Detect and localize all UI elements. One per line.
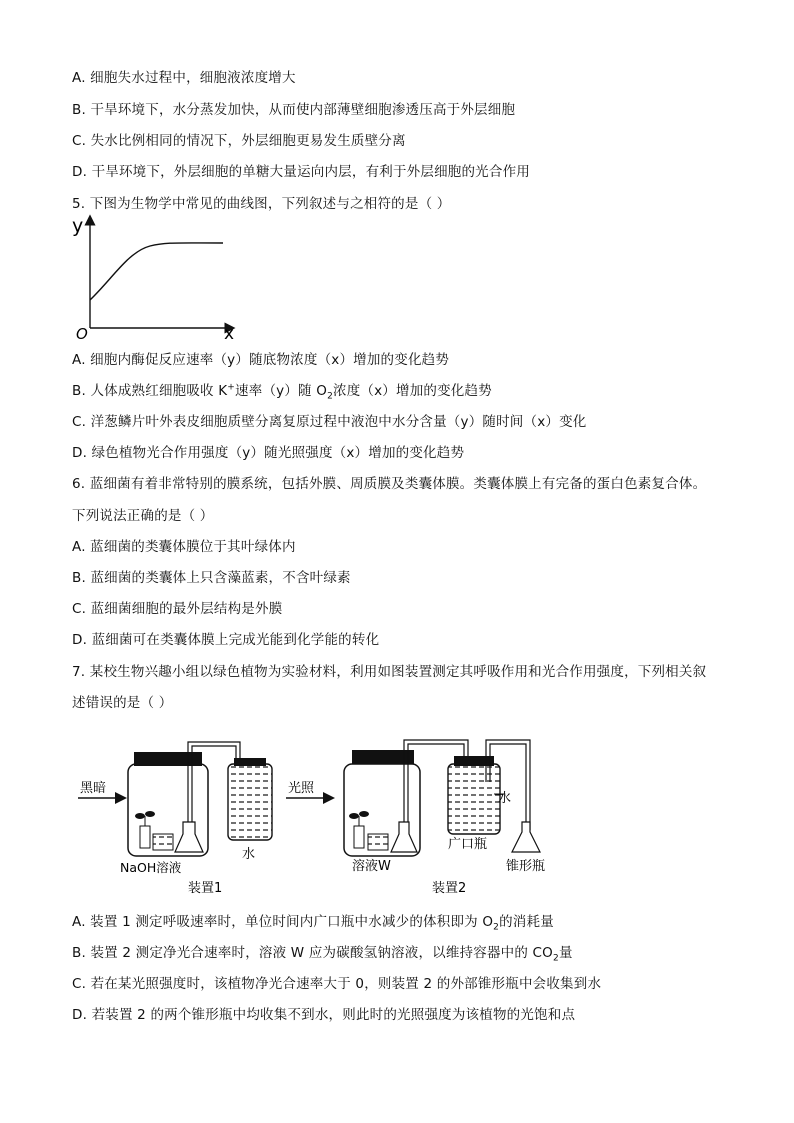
water1-label: 水 [242,847,256,862]
q4-option-a: A. 细胞失水过程中，细胞液浓度增大 [72,70,296,86]
wide-mouth-jar [448,764,500,834]
solution-w-label: 溶液W [352,859,391,874]
q6-option-b: B. 蓝细菌的类囊体上只含藻蓝素，不含叶绿素 [72,570,351,586]
saturation-curve [90,243,223,300]
outer-flask [512,822,540,852]
q7-option-c: C. 若在某光照强度时，该植物净光合速率大于 0，则装置 2 的外部锥形瓶中会收集到水 [72,976,602,992]
device2-caption: 装置2 [432,881,467,896]
device-2 [286,740,545,896]
naoh-label: NaOH溶液 [120,860,182,875]
q4-option-b: B. 干旱环境下，水分蒸发加快，从而使内部薄壁细胞渗透压高于外层细胞 [72,102,516,118]
q7-option-b: B. 装置 2 测定净光合速率时，溶液 W 应为碳酸氢钠溶液，以维持容器中的 $CO_2$量 [72,945,573,964]
q5-curve-graph [68,210,248,340]
q6-stem-line1: 6. 蓝细菌有着非常特别的膜系统，包括外膜、周质膜及类囊体膜。类囊体膜上有完备的蛋白色素复合体。 [72,476,707,492]
q6-option-c: C. 蓝细菌细胞的最外层结构是外膜 [72,601,283,617]
x-axis-label: x [224,324,235,340]
dark-label: 黑暗 [80,781,107,796]
y-axis-label: y [72,215,84,237]
device1-caption: 装置1 [188,881,223,896]
q5-option-a: A. 细胞内酶促反应速率（y）随底物浓度（x）增加的变化趋势 [72,352,450,368]
origin-label: O [76,325,88,340]
q7-apparatus-diagram [70,722,590,900]
q7-stem-line1: 7. 某校生物兴趣小组以绿色植物为实验材料，利用如图装置测定其呼吸作用和光合作用强度，下列相关叙 [72,664,707,680]
device2-stopper [352,750,414,764]
q6-option-a: A. 蓝细菌的类囊体膜位于其叶绿体内 [72,539,296,555]
q6-option-d: D. 蓝细菌可在类囊体膜上完成光能到化学能的转化 [72,632,380,648]
jar-label: 广口瓶 [448,837,488,852]
flask-label: 锥形瓶 [506,859,546,874]
light-label: 光照 [288,781,315,796]
q7-option-a: A. 装置 1 测定呼吸速率时，单位时间内广口瓶中水减少的体积即为 $O_2$的消耗量 [72,914,554,933]
device1-water-bottle [228,764,272,840]
q4-option-c: C. 失水比例相同的情况下，外层细胞更易发生质壁分离 [72,133,406,149]
q6-stem-line2: 下列说法正确的是（ ） [72,508,214,524]
q5-stem: 5. 下图为生物学中常见的曲线图，下列叙述与之相符的是（ ） [72,196,451,212]
q7-option-d: D. 若装置 2 的两个锥形瓶中均收集不到水，则此时的光照强度为该植物的光饱和点 [72,1007,576,1023]
q5-option-d: D. 绿色植物光合作用强度（y）随光照强度（x）增加的变化趋势 [72,445,465,461]
q5-option-b: B. 人体成熟红细胞吸收 K+速率（y）随 $O_2$浓度（x）增加的变化趋势 [72,382,492,402]
device-1 [78,742,272,896]
water2-label: 水 [498,791,512,806]
q5-option-c: C. 洋葱鳞片叶外表皮细胞质壁分离复原过程中液泡中水分含量（y）随时间（x）变化 [72,414,587,430]
q4-option-d: D. 干旱环境下，外层细胞的单糖大量运向内层，有利于外层细胞的光合作用 [72,164,530,180]
device1-water-bottle-cap [234,758,266,766]
wide-mouth-jar-cap [454,756,494,766]
solution-w-beaker [368,834,388,850]
naoh-beaker [153,834,173,850]
q7-stem-line2: 述错误的是（ ） [72,695,173,711]
